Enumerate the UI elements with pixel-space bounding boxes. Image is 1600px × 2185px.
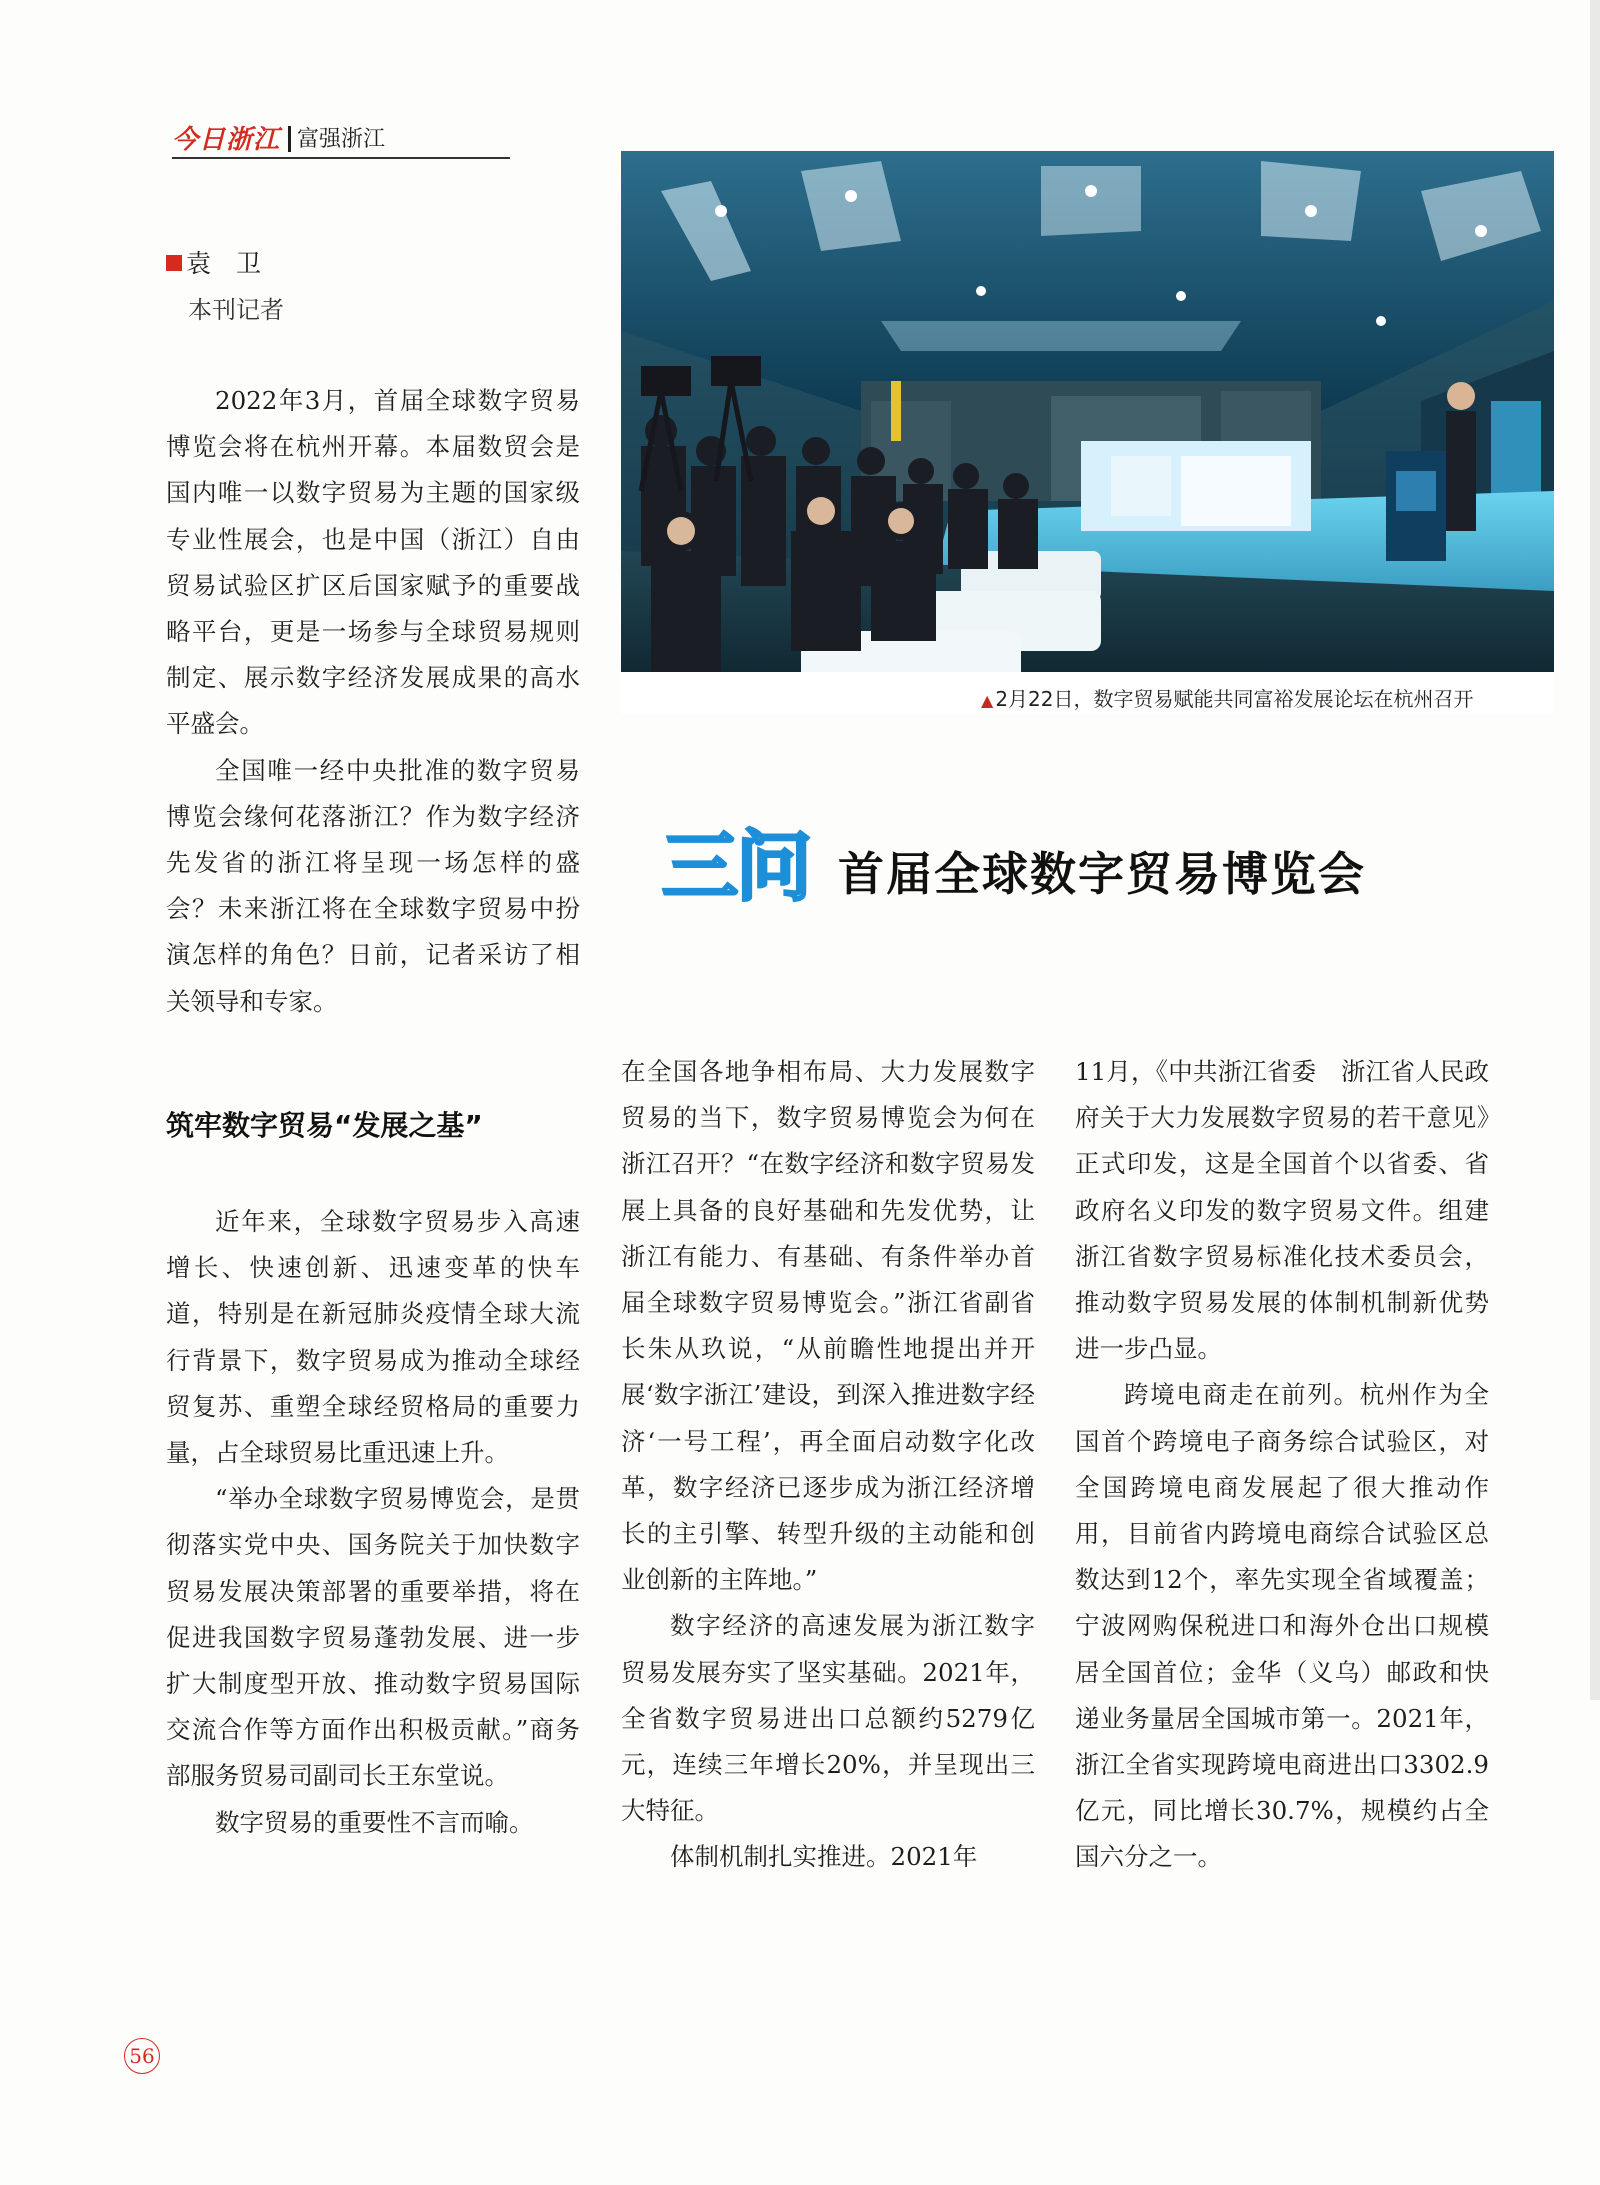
conference-photo [621,151,1554,714]
paragraph: 11月，《中共浙江省委 浙江省人民政府关于大力发展数字贸易的若干意见》正式印发，这是全国首个以省委、省政府名义印发的数字贸易文件。组建浙江省数字贸易标准化技术委员会，推动数字贸易发展的体制机制新优势进一步凸显。 [1075,1057,1489,1364]
page-number: 56 [124,2038,160,2074]
photo-caption [981,683,1474,712]
column-left-intro [166,378,580,1025]
header-rule [172,157,510,159]
paragraph: 2022年3月，首届全球数字贸易博览会将在杭州开幕。本届数贸会是国内唯一以数字贸易为主题的国家级专业性展会，也是中国（浙江）自由贸易试验区扩区后国家赋予的重要战略平台，更是一场参与全球贸易规则制定、展示数字经济发展成果的高水平盛会。 [166,386,580,739]
paragraph: 数字贸易的重要性不言而喻。 [215,1807,534,1837]
section-heading: 筑牢数字贸易“发展之基” [166,1109,483,1142]
title-prefix: 三问 [662,822,810,911]
red-square-marker [166,255,182,271]
magazine-header [172,124,385,156]
author-name: 袁 卫 [186,249,262,278]
paragraph: 全国唯一经中央批准的数字贸易博览会缘何花落浙江？作为数字经济先发省的浙江将呈现一场怎样的盛会？未来浙江将在全球数字贸易中扮演怎样的角色？日前，记者采访了相关领导和专家。 [166,755,580,1016]
author-role: 本刊记者 [188,296,284,324]
paragraph: 在全国各地争相布局、大力发展数字贸易的当下，数字贸易博览会为何在浙江召开？“在数字经济和数字贸易发展上具备的良好基础和先发优势，让浙江有能力、有基础、有条件举办首届全球数字贸易博览会。”浙江省副省长朱从玖说，“从前瞻性地提出并开展‘数字浙江’建设，到深入推进数字经济‘一号工程’，再全面启动数字化改革，数字经济已逐步成为浙江经济增长的主引擎、转型升级的主动能和创业创新的主阵地。” [621,1057,1035,1595]
caption-text: 2月22日，数字贸易赋能共同富裕发展论坛在杭州召开 [995,687,1474,711]
title-main: 首届全球数字贸易博览会 [838,847,1366,901]
section-name: 富强浙江 [297,127,386,152]
header-divider [288,126,291,152]
paragraph: 数字经济的高速发展为浙江数字贸易发展夯实了坚实基础。2021年，全省数字贸易进出口总额约5279亿元，连续三年增长20%，并呈现出三大特征。 [621,1611,1035,1826]
paragraph: “举办全球数字贸易博览会，是贯彻落实党中央、国务院关于加快数字贸易发展决策部署的重要举措，将在促进我国数字贸易蓬勃发展、进一步扩大制度型开放、推动数字贸易国际交流合作等方面作出积极贡献。”商务部服务贸易司副司长王东堂说。 [166,1484,580,1791]
paragraph: 跨境电商走在前列。杭州作为全国首个跨境电子商务综合试验区，对全国跨境电商发展起了很大推动作用，目前省内跨境电商综合试验区总数达到12个，率先实现全省域覆盖；宁波网购保税进口和海外仓出口规模居全国首位；金华（义乌）邮政和快递业务量居全国城市第一。2021年，浙江全省实现跨境电商进出口3302.9亿元，同比增长30.7%，规模约占全国六分之一。 [1075,1380,1489,1872]
column-middle [621,1049,1035,1881]
paragraph: 近年来，全球数字贸易步入高速增长、快速创新、迅速变革的快车道，特别是在新冠肺炎疫情全球大流行背景下，数字贸易成为推动全球经贸复苏、重塑全球经贸格局的重要力量，占全球贸易比重迅速上升。 [166,1207,580,1468]
page-edge [1590,0,1600,1700]
column-right [1075,1049,1489,1881]
byline [166,244,261,280]
magazine-logo: 今日浙江 [172,125,281,155]
column-left-body [166,1199,580,1846]
paragraph: 体制机制扎实推进。2021年 [670,1842,978,1872]
triangle-marker-icon: ▲ [981,691,994,710]
article-title [662,822,1562,922]
